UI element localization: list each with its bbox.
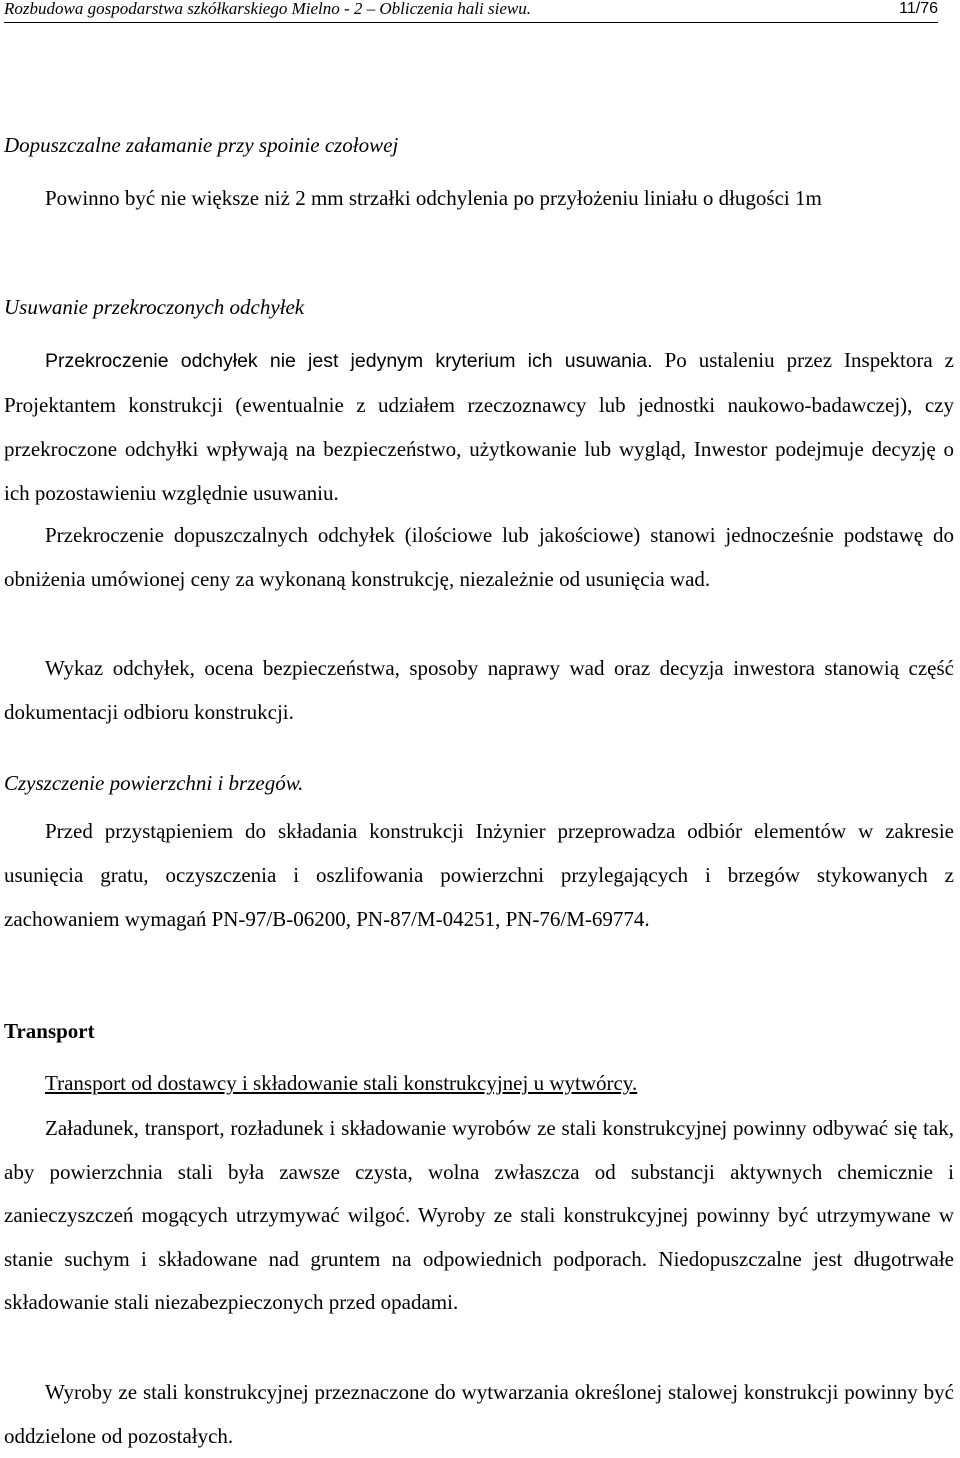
transport-paragraph-1: Załadunek, transport, rozładunek i składowanie wyrobów ze stali konstrukcyjnej powinny odbywać się tak, aby powierzchnia stali była zawsze czysta, wolna zwłaszcza od substancji aktywnych chemicznie i zanieczyszczeń mogących utrzymywać wilgoć. Wyroby ze stali konstrukcyjnej powinny być utrzymywane w stanie suchym i składowane nad gruntem na odpowiednich podporach. Niedopuszczalne jest długotrwałe składowanie stali niezabezpieczonych przed opadami.	[4, 1116, 954, 1315]
section-heading-weld: Dopuszczalne załamanie przy spoinie czołowej	[4, 133, 399, 157]
transport-subheading: Transport od dostawcy i składowanie stali konstrukcyjnej u wytwórcy.	[45, 1071, 638, 1095]
deviations-paragraph-2: Przekroczenie dopuszczalnych odchyłek (ilościowe lub jakościowe) stanowi jednocześnie podstawę do obniżenia umówionej ceny za wykonaną konstrukcję, niezależnie od usunięcia wad.	[4, 523, 954, 591]
page-header	[4, 0, 938, 23]
section-heading-deviations: Usuwanie przekroczonych odchyłek	[4, 295, 305, 319]
cleaning-paragraph: Przed przystąpieniem do składania konstrukcji Inżynier przeprowadza odbiór elementów w zakresie usunięcia gratu, oczyszczenia i oszlifowania powierzchni przylegających i brzegów stykowanych z zachowaniem wymagań PN-97/B-06200, PN-87/M-04251, PN-76/M-69774.	[4, 819, 954, 931]
transport-paragraph-2: Wyroby ze stali konstrukcyjnej przeznaczone do wytwarzania określonej stalowej konstrukcji powinny być oddzielone od pozostałych.	[4, 1380, 954, 1448]
deviations-paragraph-1	[4, 338, 954, 515]
page-number: 11/76	[899, 0, 938, 17]
deviations-paragraph-3: Wykaz odchyłek, ocena bezpieczeństwa, sposoby naprawy wad oraz decyzja inwestora stanowią część dokumentacji odbioru konstrukcji.	[4, 656, 954, 724]
weld-paragraph: Powinno być nie większe niż 2 mm strzałki odchylenia po przyłożeniu liniału o długości 1m	[45, 186, 822, 210]
document-title: Rozbudowa gospodarstwa szkółkarskiego Mielno - 2 – Obliczenia hali siewu.	[4, 0, 531, 18]
section-heading-cleaning: Czyszczenie powierzchni i brzegów.	[4, 771, 304, 795]
deviations-lead-sentence: Przekroczenie odchyłek nie jest jedynym kryterium ich usuwania.	[45, 350, 653, 372]
section-heading-transport: Transport	[4, 1019, 95, 1043]
deviations-paragraph-1-rest: Po ustaleniu przez Inspektora z Projektantem konstrukcji (ewentualnie z udziałem rzeczoznawcy lub jednostki naukowo-badawczej), czy przekroczone odchyłki wpływają na bezpieczeństwo, użytkowanie lub wygląd, Inwestor podejmuje decyzję o ich pozostawieniu względnie usuwaniu.	[4, 348, 954, 505]
